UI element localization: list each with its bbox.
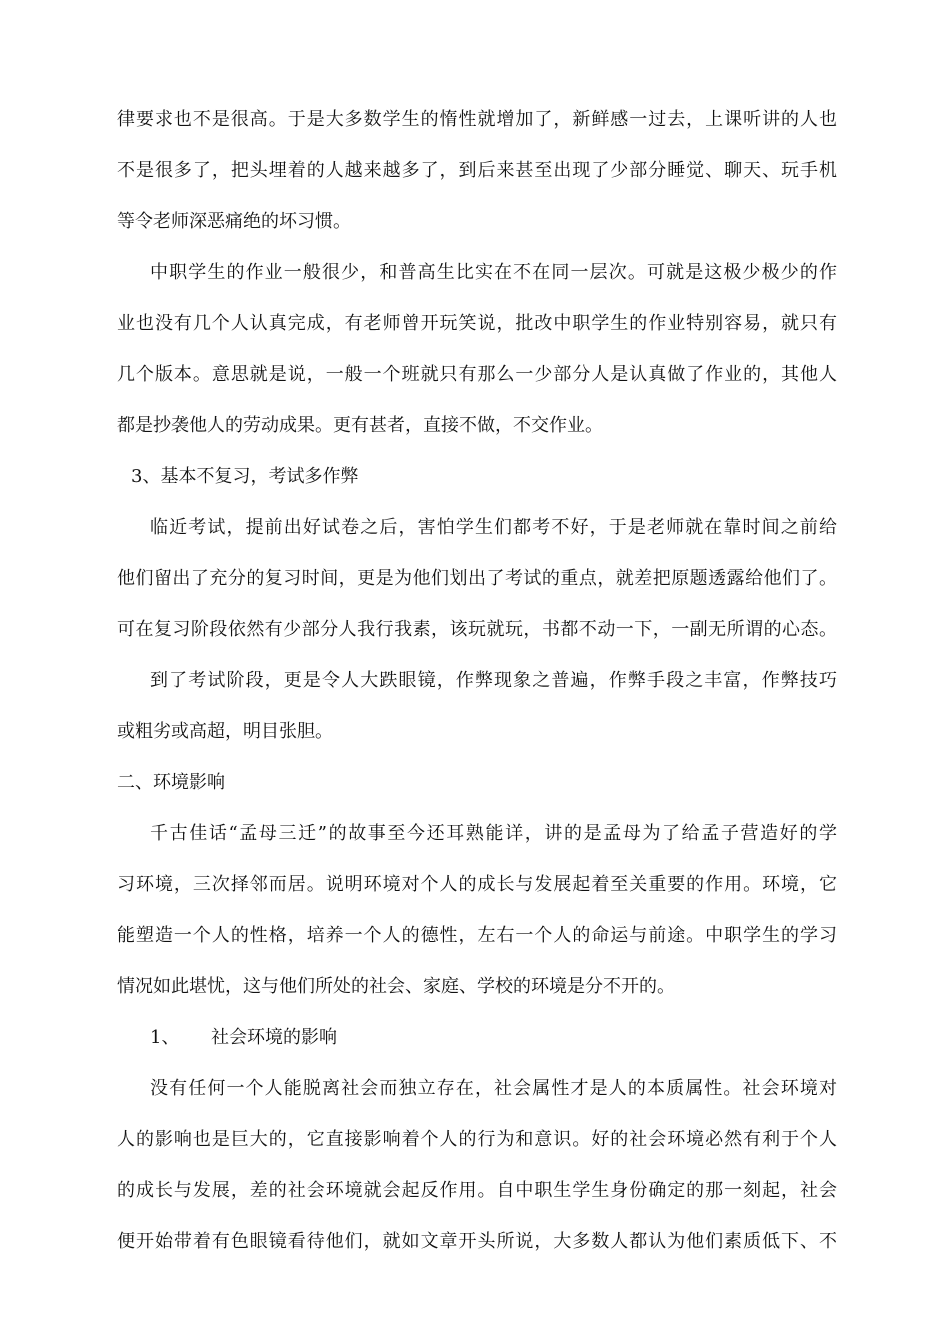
- paragraph-line: 业也没有几个人认真完成，有老师曾开玩笑说，批改中职学生的作业特别容易，就只有: [117, 313, 837, 334]
- paragraph-line: 临近考试，提前出好试卷之后，害怕学生们都考不好，于是老师就在靠时间之前给: [150, 517, 837, 538]
- paragraph-line: 都是抄袭他人的劳动成果。更有甚者，直接不做，不交作业。: [117, 415, 603, 436]
- paragraph-line: 没有任何一个人能脱离社会而独立存在，社会属性才是人的本质属性。社会环境对: [150, 1078, 837, 1099]
- paragraph-line: 几个版本。意思就是说，一般一个班就只有那么一少部分人是认真做了作业的，其他人: [117, 364, 837, 385]
- subsection-heading: 社会环境的影响: [211, 1027, 337, 1048]
- paragraph-line: 他们留出了充分的复习时间，更是为他们划出了考试的重点，就差把原题透露给他们了。: [117, 568, 837, 589]
- paragraph-line: 到了考试阶段，更是令人大跌眼镜，作弊现象之普遍，作弊手段之丰富，作弊技巧: [150, 670, 837, 691]
- subsection-number: 1、: [150, 1027, 180, 1048]
- section-heading: 3、基本不复习，考试多作弊: [131, 466, 359, 487]
- paragraph-line: 不是很多了，把头埋着的人越来越多了，到后来甚至出现了少部分睡觉、聊天、玩手机: [117, 160, 837, 181]
- paragraph-line: 的成长与发展，差的社会环境就会起反作用。自中职生学生身份确定的那一刻起，社会: [117, 1180, 837, 1201]
- paragraph-line: 能塑造一个人的性格，培养一个人的德性，左右一个人的命运与前途。中职学生的学习: [117, 925, 837, 946]
- paragraph-line: 习环境，三次择邻而居。说明环境对个人的成长与发展起着至关重要的作用。环境，它: [117, 874, 837, 895]
- paragraph-line: 便开始带着有色眼镜看待他们，就如文章开头所说，大多数人都认为他们素质低下、不: [117, 1231, 837, 1252]
- paragraph-line: 人的影响也是巨大的，它直接影响着个人的行为和意识。好的社会环境必然有利于个人: [117, 1129, 837, 1150]
- paragraph-line: 或粗劣或高超，明目张胆。: [117, 721, 333, 742]
- paragraph-line: 情况如此堪忧，这与他们所处的社会、家庭、学校的环境是分不开的。: [117, 976, 675, 997]
- paragraph-line: 律要求也不是很高。于是大多数学生的惰性就增加了，新鲜感一过去，上课听讲的人也: [117, 109, 837, 130]
- chapter-heading: 二、环境影响: [117, 772, 225, 793]
- paragraph-line: 可在复习阶段依然有少部分人我行我素，该玩就玩，书都不动一下，一副无所谓的心态。: [117, 619, 837, 640]
- paragraph-line: 中职学生的作业一般很少，和普高生比实在不在同一层次。可就是这极少极少的作: [150, 262, 837, 283]
- paragraph-line: 等令老师深恶痛绝的坏习惯。: [117, 211, 351, 232]
- paragraph-line: 千古佳话“孟母三迁”的故事至今还耳熟能详，讲的是孟母为了给孟子营造好的学: [150, 823, 837, 844]
